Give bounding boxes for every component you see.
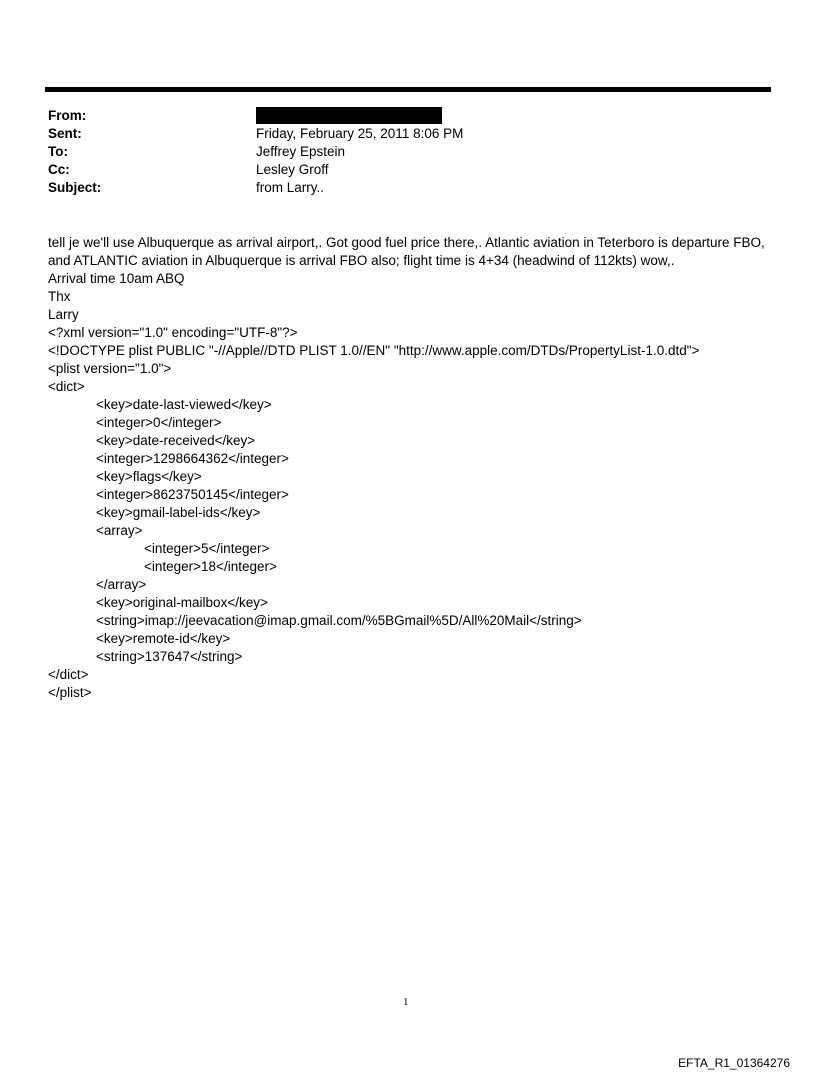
sent-row bbox=[48, 125, 748, 143]
subject-row bbox=[48, 179, 748, 197]
xml-declaration: <?xml version="1.0" encoding="UTF-8"?> bbox=[48, 325, 298, 340]
dict-open: <dict> bbox=[48, 379, 85, 394]
plist-open: <plist version="1.0"> bbox=[48, 361, 172, 376]
array-open: <array> bbox=[96, 523, 143, 538]
xml-value: <string>imap://jeevacation@imap.gmail.com/%5BGmail%5D/All%20Mail</string> bbox=[96, 613, 582, 628]
header-rule bbox=[45, 87, 771, 92]
cc-row bbox=[48, 161, 748, 179]
from-label: From: bbox=[48, 108, 87, 123]
page-number: 1 bbox=[403, 996, 409, 1008]
message-text: tell je we'll use Albuquerque as arrival airport,. Got good fuel price there,. Atlantic aviation in Teterboro is departure FBO, and ATLANTIC aviation in Albuquerque is arrival FBO also; flight time is 4+34 (headwind of 112kts) wow,. bbox=[48, 235, 765, 268]
xml-value: <integer>8623750145</integer> bbox=[96, 487, 289, 502]
to-row bbox=[48, 143, 748, 161]
email-body bbox=[48, 234, 768, 702]
to-value: Jeffrey Epstein bbox=[256, 144, 346, 159]
email-header bbox=[48, 107, 748, 197]
xml-key: <key>original-mailbox</key> bbox=[96, 595, 268, 610]
xml-value: <string>137647</string> bbox=[96, 649, 243, 664]
cc-label: Cc: bbox=[48, 162, 70, 177]
xml-key: <key>date-received</key> bbox=[96, 433, 256, 448]
to-label: To: bbox=[48, 144, 68, 159]
xml-key: <key>flags</key> bbox=[96, 469, 202, 484]
dict-close: </dict> bbox=[48, 667, 89, 682]
plist-close: </plist> bbox=[48, 685, 92, 700]
xml-value: <integer>0</integer> bbox=[96, 415, 222, 430]
array-close: </array> bbox=[96, 577, 147, 592]
array-item: <integer>5</integer> bbox=[144, 541, 270, 556]
xml-value: <integer>1298664362</integer> bbox=[96, 451, 289, 466]
document-id: EFTA_R1_01364276 bbox=[678, 1056, 790, 1070]
xml-key: <key>date-last-viewed</key> bbox=[96, 397, 272, 412]
sent-label: Sent: bbox=[48, 126, 82, 141]
subject-value: from Larry.. bbox=[256, 180, 325, 195]
signature-text: Larry bbox=[48, 307, 79, 322]
xml-doctype: <!DOCTYPE plist PUBLIC "-//Apple//DTD PLIST 1.0//EN" "http://www.apple.com/DTDs/PropertyList-1.0.dtd"> bbox=[48, 343, 700, 358]
sent-value: Friday, February 25, 2011 8:06 PM bbox=[256, 126, 464, 141]
xml-key: <key>gmail-label-ids</key> bbox=[96, 505, 261, 520]
thanks-text: Thx bbox=[48, 289, 71, 304]
arrival-text: Arrival time 10am ABQ bbox=[48, 271, 185, 286]
array-item: <integer>18</integer> bbox=[144, 559, 277, 574]
redaction-bar bbox=[256, 107, 442, 124]
from-row bbox=[48, 107, 748, 125]
xml-key: <key>remote-id</key> bbox=[96, 631, 231, 646]
cc-value: Lesley Groff bbox=[256, 162, 329, 177]
subject-label: Subject: bbox=[48, 180, 102, 195]
